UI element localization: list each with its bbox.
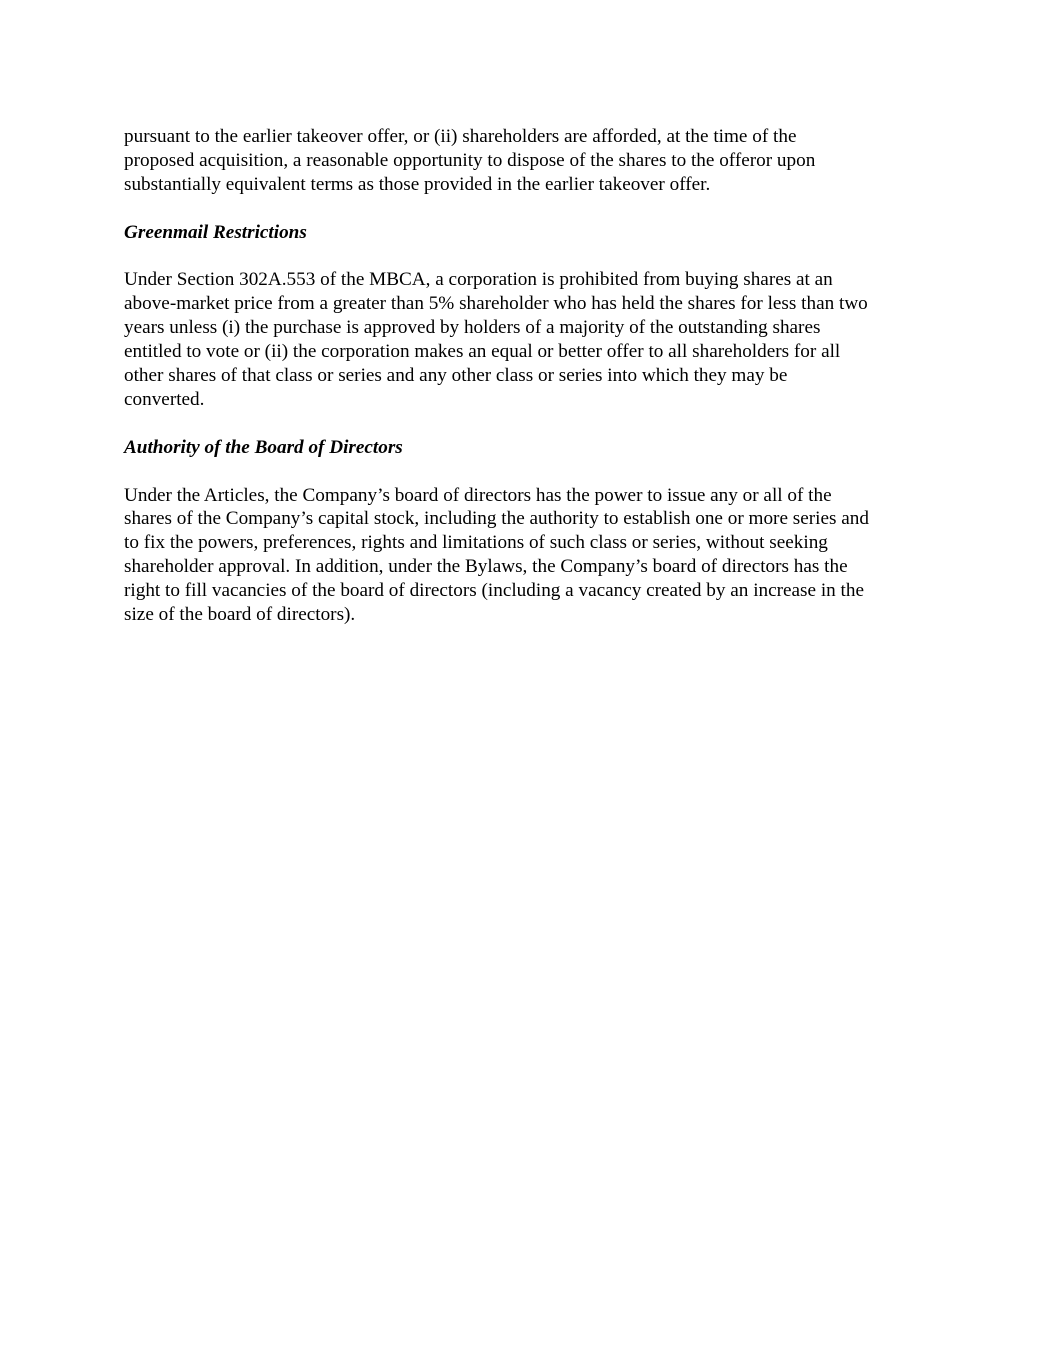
paragraph-line: Under Section 302A.553 of the MBCA, a corporation is prohibited from buying shares at an <box>124 269 833 291</box>
paragraph-line: Under the Articles, the Company’s board of directors has the power to issue any or all of the <box>124 484 832 506</box>
paragraph-line: converted. <box>124 388 205 410</box>
paragraph-line: right to fill vacancies of the board of directors (including a vacancy created by an increase in the <box>124 580 865 602</box>
document-body <box>124 125 932 651</box>
section-heading-greenmail: Greenmail Restrictions <box>124 221 307 243</box>
paragraph-line: years unless (i) the purchase is approved by holders of a majority of the outstanding shares <box>124 317 821 339</box>
paragraph-line: other shares of that class or series and any other class or series into which they may be <box>124 365 788 387</box>
paragraph-line: entitled to vote or (ii) the corporation makes an equal or better offer to all shareholders for all <box>124 341 841 363</box>
paragraph-line: pursuant to the earlier takeover offer, or (ii) shareholders are afforded, at the time of the <box>124 126 797 147</box>
paragraph-line: proposed acquisition, a reasonable opportunity to dispose of the shares to the offeror upon <box>124 149 816 171</box>
paragraph-line: shares of the Company’s capital stock, including the authority to establish one or more series and <box>124 508 869 530</box>
paragraph-line: above-market price from a greater than 5% shareholder who has held the shares for less than two <box>124 293 868 315</box>
paragraph-line: to fix the powers, preferences, rights and limitations of such class or series, without seeking <box>124 532 828 554</box>
continuation-paragraph <box>124 125 932 197</box>
paragraph-line: size of the board of directors). <box>124 604 356 626</box>
paragraph-line: shareholder approval. In addition, under the Bylaws, the Company’s board of directors has the <box>124 556 848 578</box>
paragraph-line: substantially equivalent terms as those provided in the earlier takeover offer. <box>124 173 711 195</box>
board-authority-paragraph <box>124 484 932 627</box>
greenmail-paragraph <box>124 268 932 411</box>
section-heading-board-authority: Authority of the Board of Directors <box>124 436 403 458</box>
